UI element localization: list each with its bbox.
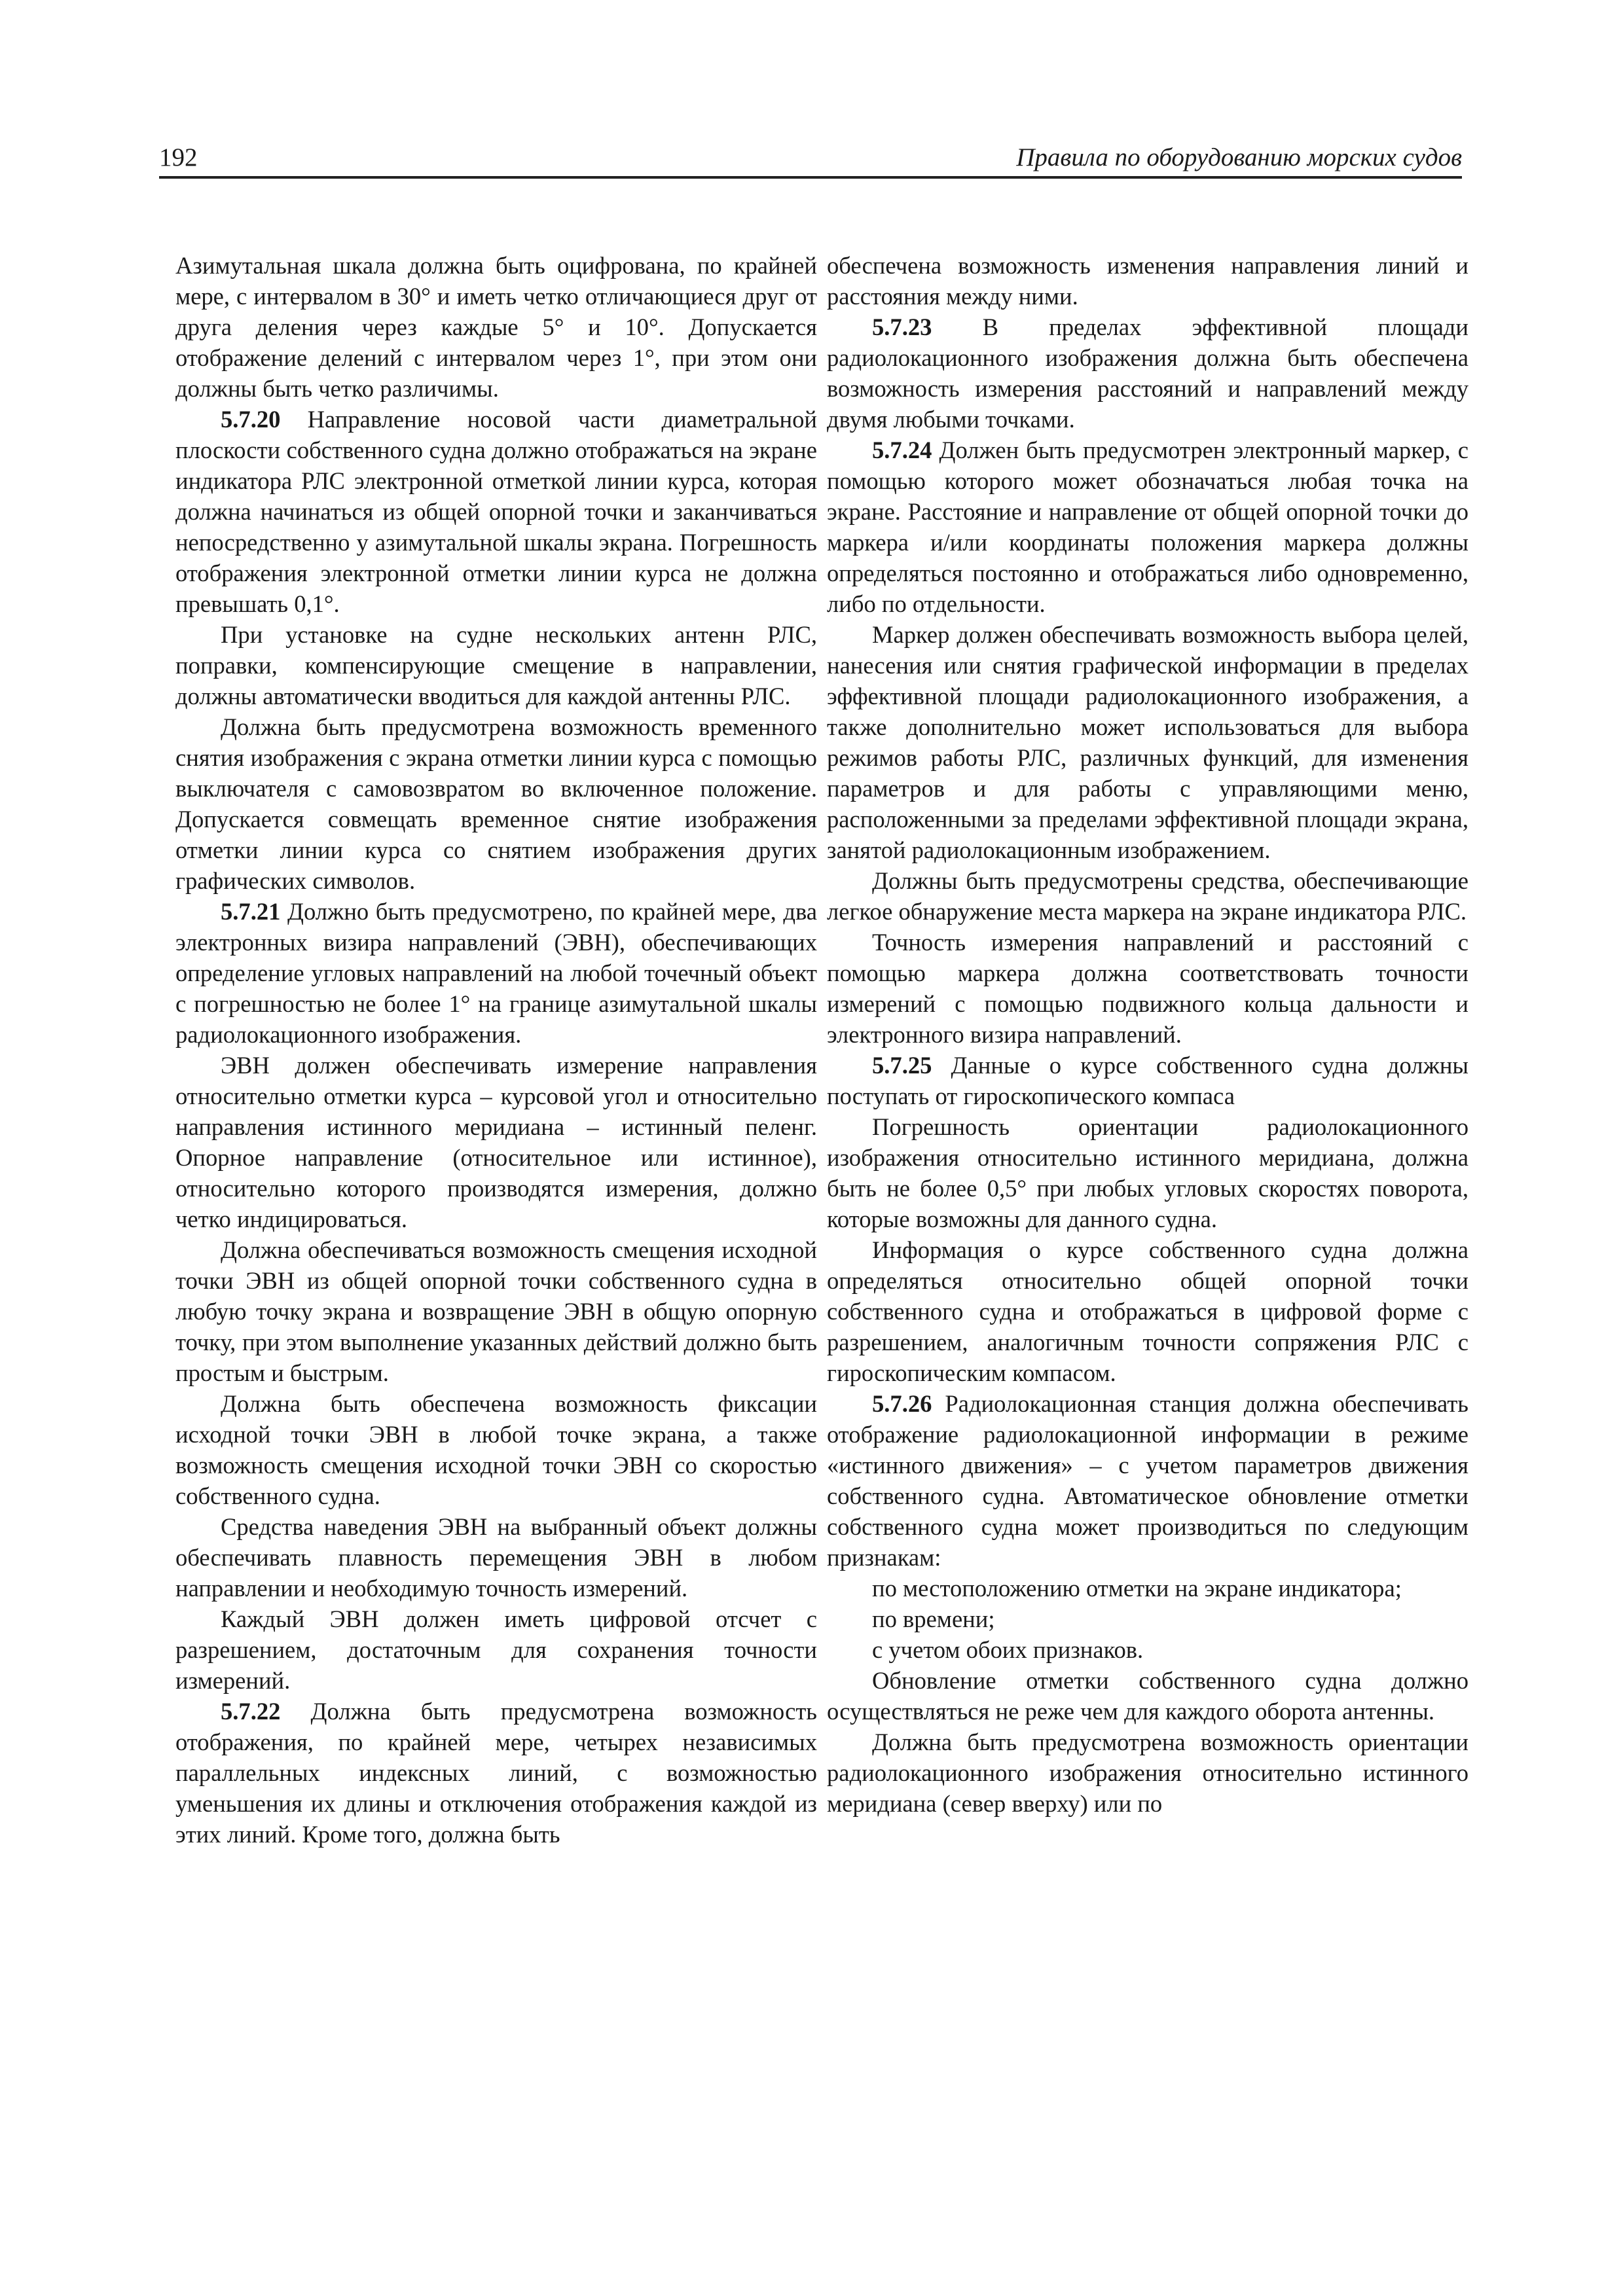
paragraph-text: Каждый ЭВН должен иметь цифровой отсчет с разрешением, достаточным для сохранения точности измерений. xyxy=(175,1605,817,1694)
paragraph-text: Обновление отметки собственного судна должно осуществляться не реже чем для каждого оборота антенны. xyxy=(827,1667,1468,1725)
paragraph xyxy=(175,1511,817,1604)
page-number: 192 xyxy=(159,143,198,171)
paragraph-text: Должен быть предусмотрен электронный маркер, с помощью которого может обозначаться любая точка на экране. Расстояние и направление от общей опорной точки до маркера и/или координаты положения маркера должны определяться постоянно и отображаться либо одновременно, либо по отдельности. xyxy=(827,437,1468,617)
section-paragraph xyxy=(175,896,817,1050)
paragraph-text: Должна быть обеспечена возможность фиксации исходной точки ЭВН в любой точке экрана, а также возможность смещения исходной точки ЭВН со скоростью собственного судна. xyxy=(175,1390,817,1509)
paragraph xyxy=(827,250,1468,312)
section-number: 5.7.20 xyxy=(221,406,281,433)
paragraph xyxy=(827,1727,1468,1819)
paragraph xyxy=(175,619,817,711)
paragraph-text: с учетом обоих признаков. xyxy=(872,1636,1144,1663)
paragraph-text: При установке на судне нескольких антенн РЛС, поправки, компенсирующие смещение в направлении, должны автоматически вводиться для каждой антенны РЛС. xyxy=(175,621,817,709)
paragraph-text: обеспечена возможность изменения направления линий и расстояния между ними. xyxy=(827,252,1468,310)
list-item xyxy=(827,1573,1468,1604)
section-paragraph xyxy=(175,404,817,619)
section-paragraph xyxy=(827,1050,1468,1111)
paragraph-text: Средства наведения ЭВН на выбранный объект должны обеспечивать плавность перемещения ЭВН в любом направлении и необходимую точность измерений. xyxy=(175,1513,817,1602)
section-paragraph xyxy=(827,435,1468,619)
section-paragraph xyxy=(827,1388,1468,1573)
header-rule xyxy=(159,176,1462,179)
paragraph-text: Должна быть предусмотрена возможность отображения, по крайней мере, четырех независимых параллельных индексных линий, с возможностью уменьшения их длины и отключения отображения каждой из этих линий. Кроме того, должна быть xyxy=(175,1698,817,1848)
paragraph-text: Должно быть предусмотрено, по крайней мере, два электронных визира направлений (ЭВН), обеспечивающих определение угловых направлений на любой точечный объект с погрешностью не более 1° на границе азимутальной шкалы радиолокационного изображения. xyxy=(175,898,817,1048)
paragraph-text: Должна обеспечиваться возможность смещения исходной точки ЭВН из общей опорной точки собственного судна в любую точку экрана и возвращение ЭВН в общую опорную точку, при этом выполнение указанных действий должно быть простым и быстрым. xyxy=(175,1236,817,1386)
paragraph-text: Должны быть предусмотрены средства, обеспечивающие легкое обнаружение места маркера на экране индикатора РЛС. xyxy=(827,867,1468,925)
left-column xyxy=(175,250,817,1850)
list-item xyxy=(827,1634,1468,1665)
paragraph-text: Должна быть предусмотрена возможность ориентации радиолокационного изображения относительно истинного меридиана (север вверху) или по xyxy=(827,1729,1468,1817)
paragraph-text: В пределах эффективной площади радиолокационного изображения должна быть обеспечена возможность измерения расстояний и направлений между двумя любыми точками. xyxy=(827,314,1468,433)
paragraph xyxy=(827,1234,1468,1388)
section-paragraph xyxy=(175,1696,817,1850)
section-number: 5.7.22 xyxy=(221,1698,281,1725)
paragraph-text: Точность измерения направлений и расстояний с помощью маркера должна соответствовать точности измерений с помощью подвижного кольца дальности и электронного визира направлений. xyxy=(827,929,1468,1048)
paragraph xyxy=(827,619,1468,865)
paragraph-text: Маркер должен обеспечивать возможность выбора целей, нанесения или снятия графической информации в пределах эффективной площади радиолокационного изображения, а также дополнительно может использоваться для выбора режимов работы РЛС, различных функций, для изменения параметров и для работы с управляющими меню, расположенными за пределами эффективной площади экрана, занятой радиолокационным изображением. xyxy=(827,621,1468,863)
paragraph xyxy=(827,1111,1468,1234)
paragraph-text: Азимутальная шкала должна быть оцифрована, по крайней мере, с интервалом в 30° и иметь четко отличающиеся друг от друга деления через каждые 5° и 10°. Допускается отображение делений с интервалом через 1°, при этом они должны быть четко различимы. xyxy=(175,252,817,402)
right-column xyxy=(827,250,1468,1819)
running-title: Правила по оборудованию морских судов xyxy=(1016,143,1462,171)
paragraph-text: Данные о курсе собственного судна должны поступать от гироскопического компаса xyxy=(827,1052,1468,1109)
paragraph-text: Радиолокационная станция должна обеспечивать отображение радиолокационной информации в режиме «истинного движения» – с учетом параметров движения собственного судна. Автоматическое обновление отметки собственного судна может производиться по следующим признакам: xyxy=(827,1390,1468,1571)
paragraph xyxy=(175,1388,817,1511)
paragraph-text: Информация о курсе собственного судна должна определяться относительно общей опорной точки собственного судна и отображаться в цифровой форме с разрешением, аналогичным точности сопряжения РЛС с гироскопическим компасом. xyxy=(827,1236,1468,1386)
section-number: 5.7.26 xyxy=(872,1390,932,1417)
paragraph xyxy=(175,1604,817,1696)
paragraph-text: Направление носовой части диаметральной плоскости собственного судна должно отображаться на экране индикатора РЛС электронной отметкой линии курса, которая должна начинаться из общей опорной точки и заканчиваться непосредственно у азимутальной шкалы экрана. Погрешность отображения электронной отметки линии курса не должна превышать 0,1°. xyxy=(175,406,817,617)
paragraph xyxy=(827,1665,1468,1727)
paragraph xyxy=(827,927,1468,1050)
paragraph xyxy=(827,865,1468,927)
paragraph-text: по времени; xyxy=(872,1605,995,1632)
paragraph xyxy=(175,711,817,896)
paragraph-text: ЭВН должен обеспечивать измерение направления относительно отметки курса – курсовой угол и относительно направления истинного меридиана – истинный пеленг. Опорное направление (относительное или истинное), относительно которого производятся измерения, должно четко индицироваться. xyxy=(175,1052,817,1232)
paragraph-text: Погрешность ориентации радиолокационного изображения относительно истинного меридиана, должна быть не более 0,5° при любых угловых скоростях поворота, которые возможны для данного судна. xyxy=(827,1113,1468,1232)
list-item xyxy=(827,1604,1468,1634)
paragraph xyxy=(175,250,817,404)
paragraph-text: по местоположению отметки на экране индикатора; xyxy=(872,1575,1402,1602)
paragraph xyxy=(175,1234,817,1388)
paragraph-text: Должна быть предусмотрена возможность временного снятия изображения с экрана отметки линии курса с помощью выключателя с самовозвратом во включенное положение. Допускается совмещать временное снятие изображения отметки линии курса со снятием изображения других графических символов. xyxy=(175,713,817,894)
section-paragraph xyxy=(827,312,1468,435)
section-number: 5.7.23 xyxy=(872,314,932,340)
page-header xyxy=(159,143,1462,179)
section-number: 5.7.24 xyxy=(872,437,932,463)
section-number: 5.7.21 xyxy=(221,898,281,925)
paragraph xyxy=(175,1050,817,1234)
section-number: 5.7.25 xyxy=(872,1052,932,1079)
